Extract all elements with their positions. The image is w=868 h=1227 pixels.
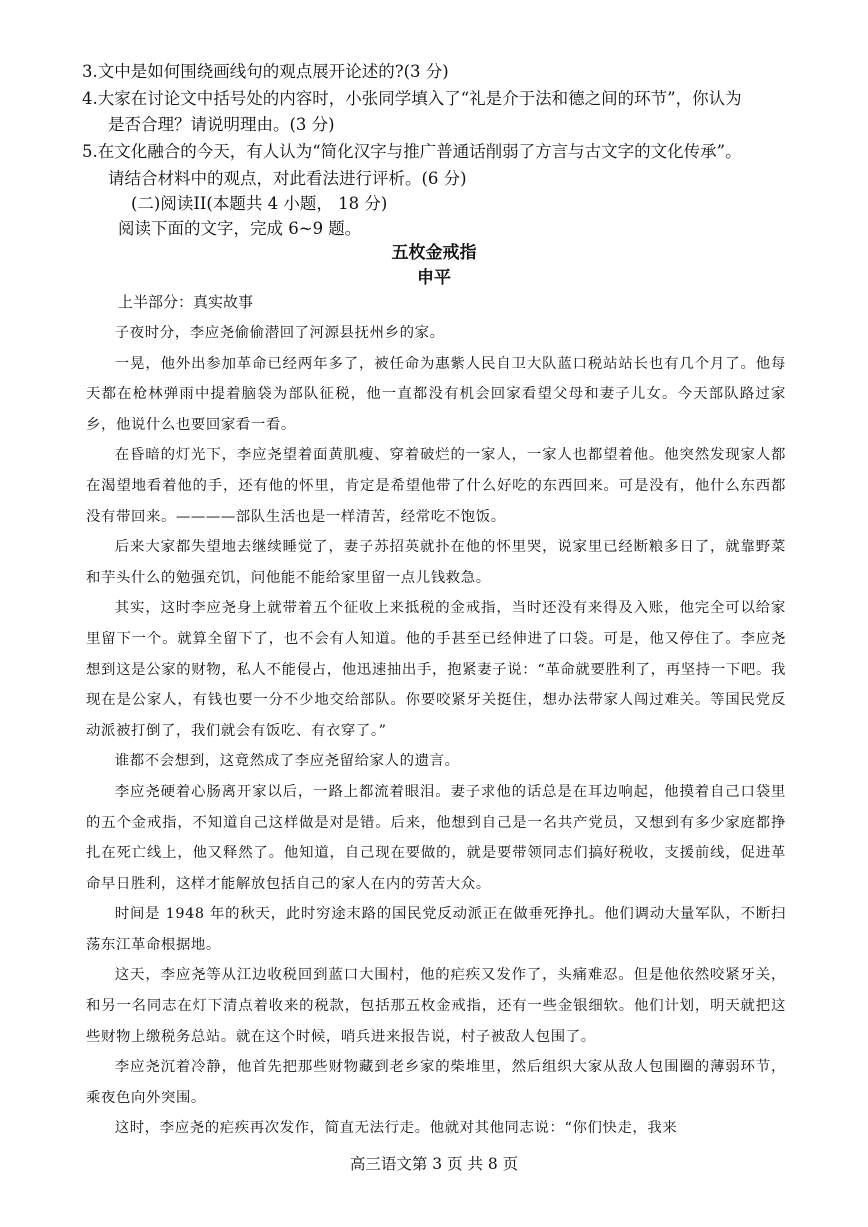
question-4-line-2: 是否合理？请说明理由。(3 分) (108, 115, 335, 134)
paragraph: 时间是 1948 年的秋天，此时穷途末路的国民党反动派正在做垂死挣扎。他们调动大量军队，不断扫荡东江革命根据地。 (86, 906, 786, 953)
paragraph: 后来大家都失望地去继续睡觉了，妻子苏招英就扑在他的怀里哭，说家里已经断粮多日了，就靠野菜和芋头什么的勉强充饥，问他能不能给家里留一点儿钱救急。 (86, 539, 786, 586)
question-5-line-1: 5.在文化融合的今天，有人认为“简化汉字与推广普通话削弱了方言与古文字的文化传承”。 (82, 142, 742, 161)
question-4-line-1: 4.大家在讨论文中括号处的内容时，小张同学填入了“礼是介于法和德之间的环节”，你认为 (82, 89, 742, 108)
article-title: 五枚金戒指 (391, 243, 477, 263)
article-body (86, 318, 786, 1144)
section-instruction: 阅读下面的文字，完成 6~9 题。 (118, 219, 362, 238)
article-author: 申平 (417, 268, 451, 288)
question-5-line-2: 请结合材料中的观点，对此看法进行评析。(6 分) (108, 169, 467, 188)
part-label: 上半部分：真实故事 (118, 293, 254, 311)
question-3: 3.文中是如何围绕画线句的观点展开论述的?(3 分) (82, 62, 449, 81)
paragraph: 其实，这时李应尧身上就带着五个征收上来抵税的金戒指，当时还没有来得及入账，他完全可以给家里留下一个。就算全留下了，也不会有人知道。他的手甚至已经伸进了口袋。可是，他又停住了。李应尧想到这是公家的财物，私人不能侵占，他迅速抽出手，抱紧妻子说：“革命就要胜利了，再坚持一下吧。我现在是公家人，有钱也要一分不少地交给部队。你要咬紧牙关挺住，想办法带家人闯过难关。等国民党反动派被打倒了，我们就会有饭吃、有衣穿了。” (86, 600, 786, 739)
paragraph: 这天，李应尧等从江边收税回到蓝口大围村，他的疟疾又发作了，头痛难忍。但是他依然咬紧牙关，和另一名同志在灯下清点着收来的税款，包括那五枚金戒指，还有一些金银细软。他们计划，明天就把这些财物上缴税务总站。就在这个时候，哨兵进来报告说，村子被敌人包围了。 (86, 967, 786, 1045)
paragraph: 李应尧沉着冷静，他首先把那些财物藏到老乡家的柴堆里，然后组织大家从敌人包围圈的薄弱环节，乘夜色向外突围。 (86, 1059, 786, 1106)
paragraph: 一晃，他外出参加革命已经两年多了，被任命为惠紫人民自卫大队蓝口税站站长也有几个月了。他每天都在枪林弹雨中提着脑袋为部队征税，他一直都没有机会回家看望父母和妻子儿女。今天部队路过家乡，他说什么也要回家看一看。 (86, 355, 786, 433)
paragraph: 这时，李应尧的疟疾再次发作，简直无法行走。他就对其他同志说：“你们快走，我来 (114, 1120, 678, 1137)
paragraph: 谁都不会想到，这竟然成了李应尧留给家人的遗言。 (114, 753, 460, 770)
section-heading: (二)阅读II(本题共 4 小题， 18 分) (131, 194, 388, 213)
page-footer: 高三语文第 3 页 共 8 页 (349, 1155, 519, 1173)
paragraph: 子夜时分，李应尧偷偷潜回了河源县抚州乡的家。 (114, 325, 445, 341)
paragraph: 李应尧硬着心肠离开家以后，一路上都流着眼泪。妻子求他的话总是在耳边响起，他摸着自己口袋里的五个金戒指，不知道自己这样做是对是错。后来，他想到自己是一名共产党员，又想到有多少家庭都挣扎在死亡线上，他又释然了。他知道，自己现在要做的，就是要带领同志们搞好税收，支援前线，促进革命早日胜利，这样才能解放包括自己的家人在内的劳苦大众。 (86, 783, 786, 892)
paragraph: 在昏暗的灯光下，李应尧望着面黄肌瘦、穿着破烂的一家人，一家人也都望着他。他突然发现家人都在渴望地看着他的手，还有他的怀里，肯定是希望他带了什么好吃的东西回来。可是没有，他什么东西都没有带回来。————部队生活也是一样清苦，经常吃不饱饭。 (86, 447, 786, 525)
